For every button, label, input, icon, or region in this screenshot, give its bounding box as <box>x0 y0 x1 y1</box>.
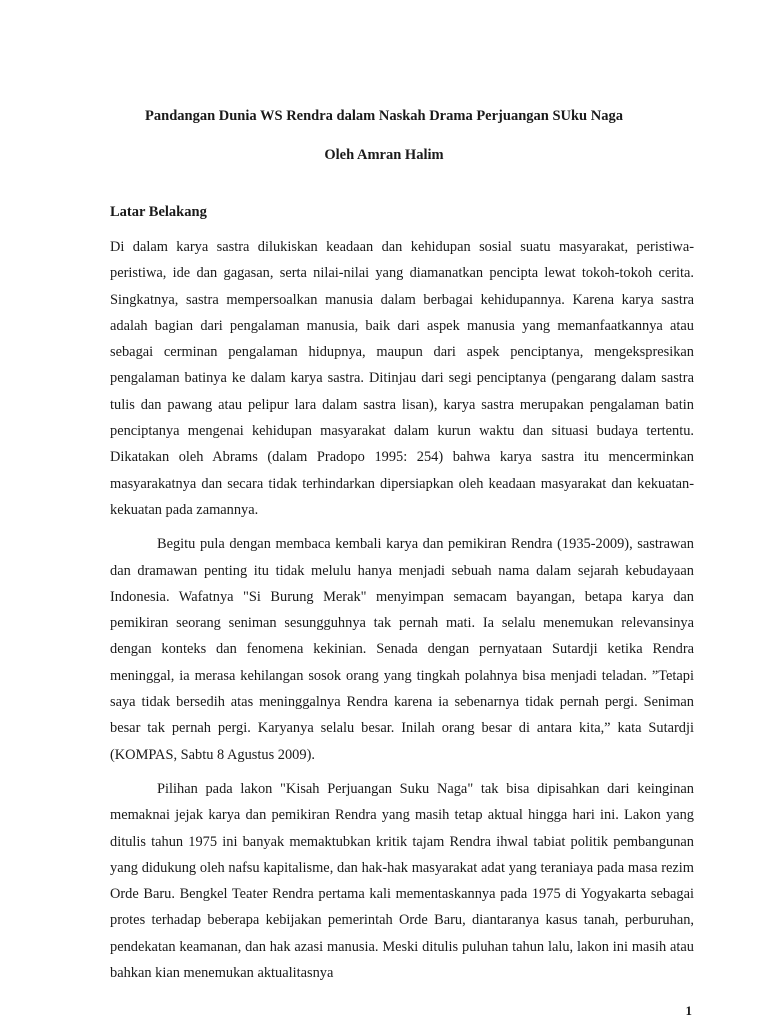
section-heading: Latar Belakang <box>110 204 207 220</box>
document-title: Pandangan Dunia WS Rendra dalam Naskah Drama Perjuangan SUku Naga <box>145 108 623 124</box>
page-number: 1 <box>685 1003 692 1018</box>
document-author: Oleh Amran Halim <box>324 147 444 163</box>
paragraph-2: Begitu pula dengan membaca kembali karya dan pemikiran Rendra (1935-2009), sastrawan dan dramawan penting itu tidak melulu hanya menjadi sebuah nama dalam sejarah kebudayaan Indonesia. Wafatnya "Si Burung Merak" menyimpan semacam bayangan, betapa karya dan pemikiran seorang seniman sesungguhnya tak pernah mati. Ia selalu menemukan relevansinya dengan konteks dan fenomena kekinian. Senada dengan pernyataan Sutardji ketika Rendra meninggal, ia merasa kehilangan sosok orang yang tingkah polahnya bisa menjadi teladan. ”Tetapi saya tidak bersedih atas meninggalnya Rendra karena ia sebenarnya tidak pernah pergi. Seniman besar tak pernah pergi. Karyanya selalu besar. Inilah orang besar di antara kita,” kata Sutardji (KOMPAS, Sabtu 8 Agustus 2009). <box>110 536 694 763</box>
document-body <box>110 234 694 994</box>
paragraph-3: Pilihan pada lakon "Kisah Perjuangan Suku Naga" tak bisa dipisahkan dari keinginan memaknai jejak karya dan pemikiran Rendra yang masih tetap aktual hingga hari ini. Lakon yang ditulis tahun 1975 ini banyak memaktubkan kritik tajam Rendra ihwal tabiat politik pembangunan yang didukung oleh nafsu kapitalisme, dan hak-hak masyarakat adat yang teraniaya pada masa rezim Orde Baru. Bengkel Teater Rendra pertama kali mementaskannya pada 1975 di Yogyakarta sebagai protes terhadap beberapa kebijakan pemerintah Orde Baru, diantaranya kasus tanah, perburuhan, pendekatan keamanan, dan hak azasi manusia. Meski ditulis puluhan tahun lalu, lakon ini masih atau bahkan kian menemukan aktualitasnya <box>110 780 694 982</box>
paragraph-1: Di dalam karya sastra dilukiskan keadaan dan kehidupan sosial suatu masyarakat, peristiwa-peristiwa, ide dan gagasan, serta nilai-nilai yang diamanatkan pencipta lewat tokoh-tokoh cerita. Singkatnya, sastra mempersoalkan manusia dalam berbagai kehidupannya. Karena karya sastra adalah bagian dari pengalaman manusia, baik dari aspek manusia yang memanfaatkannya atau sebagai cerminan pengalaman hidupnya, maupun dari aspek penciptanya, mengekspresikan pengalaman batinya ke dalam karya sastra. Ditinjau dari segi penciptanya (pengarang dalam sastra tulis dan pawang atau pelipur lara dalam sastra lisan), karya sastra merupakan pengalaman batin penciptanya mengenai kehidupan masyarakat dalam kurun waktu dan situasi budaya tertentu. Dikatakan oleh Abrams (dalam Pradopo 1995: 254) bahwa karya sastra itu mencerminkan masyarakatnya dan secara tidak terhindarkan dipersiapkan oleh keadaan masyarakat dan kekuatan-kekuatan pada zamannya. <box>110 239 694 518</box>
